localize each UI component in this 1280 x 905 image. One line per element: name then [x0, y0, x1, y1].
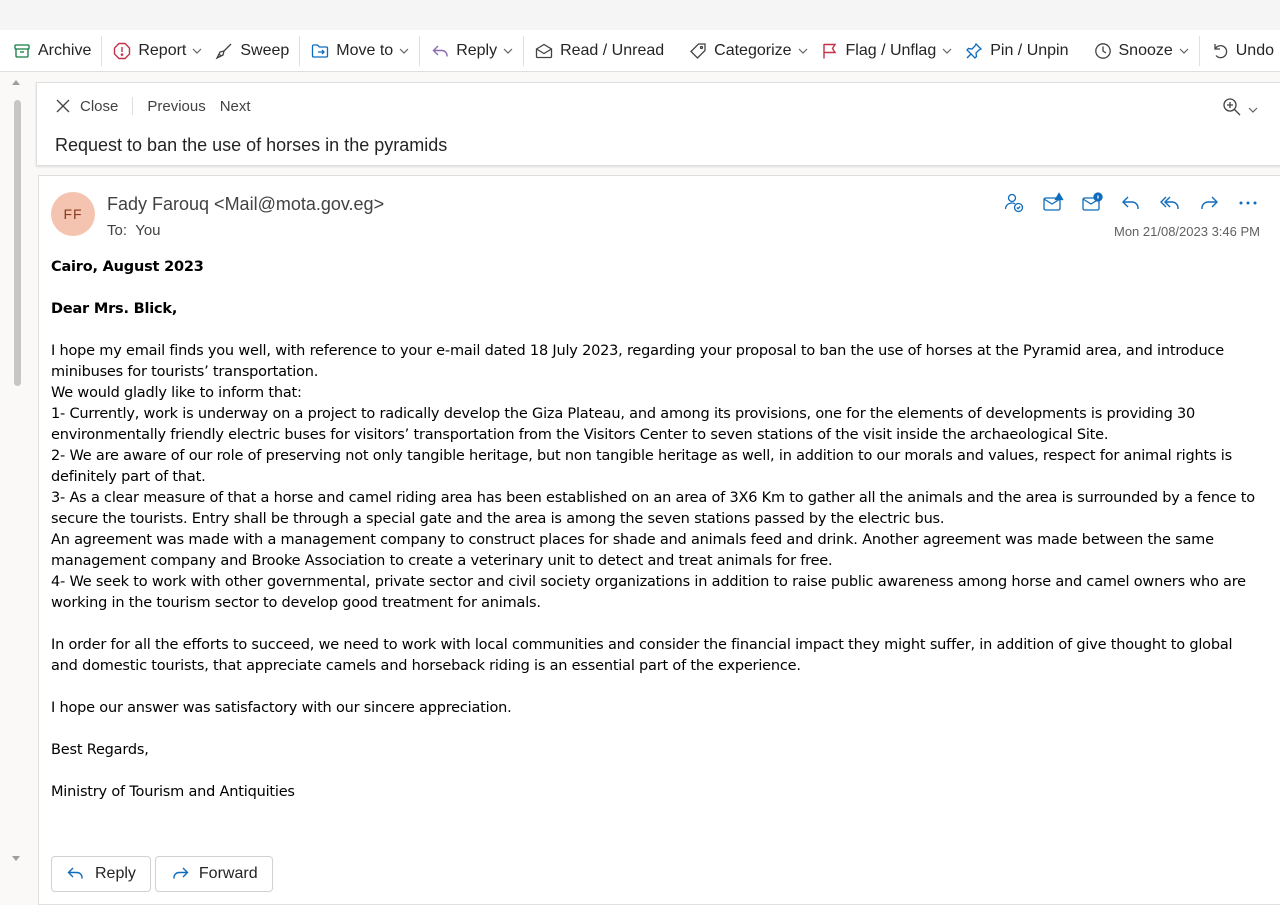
archive-icon	[12, 41, 32, 61]
categorize-label: Categorize	[714, 41, 792, 59]
body-paragraph: 1- Currently, work is underway on a project to radically develop the Giza Plateau, and among its provisions, one for the elements of developments is providing 30 environmentally friendly electric buses for visitors’ transportation from the Visitors Center to seven stations of the visit inside the archaeological Site.	[51, 406, 1196, 443]
body-paragraph: Cairo, August 2023	[51, 259, 204, 275]
pin-icon	[964, 41, 984, 61]
chevron-down-icon[interactable]	[1179, 46, 1189, 56]
footer-reply-button[interactable]	[51, 856, 151, 892]
reply-icon	[66, 864, 86, 884]
chevron-down-icon[interactable]	[192, 46, 202, 56]
report-label: Report	[138, 41, 187, 59]
snooze-button[interactable]	[1087, 35, 1195, 67]
forward-message-button[interactable]	[1195, 190, 1223, 216]
chevron-down-icon[interactable]	[798, 46, 808, 56]
sender-name[interactable]: Fady Farouq <Mail@mota.gov.eg>	[107, 194, 385, 214]
recipient-line	[107, 222, 161, 239]
message-card	[38, 175, 1280, 905]
reply-message-button[interactable]	[1117, 190, 1145, 216]
read-unread-button[interactable]	[528, 35, 670, 67]
previous-label: Previous	[147, 97, 206, 115]
sweep-label: Sweep	[240, 41, 290, 59]
undo-label: Undo	[1235, 41, 1274, 59]
close-icon	[55, 98, 71, 114]
next-button[interactable]	[220, 98, 251, 115]
next-label: Next	[219, 97, 251, 115]
mail-info-button[interactable]	[1078, 190, 1106, 216]
zoom-in-icon	[1222, 97, 1242, 117]
reading-nav	[55, 97, 265, 115]
move-to-button[interactable]	[304, 35, 415, 67]
flag-icon	[820, 41, 840, 61]
mail-alert-icon	[1042, 192, 1064, 214]
to-label: To:	[107, 222, 128, 239]
zoom-button[interactable]	[1222, 97, 1258, 117]
close-button[interactable]	[55, 98, 118, 115]
mail-info-icon	[1081, 192, 1103, 214]
chevron-down-icon[interactable]	[399, 46, 409, 56]
body-paragraph	[51, 614, 1261, 635]
pin-unpin-label: Pin / Unpin	[990, 41, 1069, 59]
reply-icon	[430, 41, 450, 61]
command-toolbar	[0, 30, 1280, 72]
body-paragraph	[51, 320, 1261, 341]
tag-icon	[688, 41, 708, 61]
broom-icon	[214, 41, 234, 61]
undo-icon	[1210, 41, 1230, 61]
people-check-button[interactable]	[1000, 190, 1028, 216]
toolbar-divider	[1199, 36, 1200, 66]
reading-pane-header	[36, 82, 1280, 166]
scrollbar-thumb[interactable]	[14, 100, 21, 386]
folder-move-icon	[310, 41, 330, 61]
chevron-down-icon	[1248, 107, 1258, 113]
body-paragraph: In order for all the efforts to succeed, we need to work with local communities and consider the financial impact they might suffer, in addition of give thought to global and domestic tourists, that appreciate camels and horseback riding is an essential part of the experience.	[51, 637, 1233, 674]
close-label: Close	[80, 97, 119, 115]
reply-button[interactable]	[424, 35, 519, 67]
archive-label: Archive	[38, 41, 92, 59]
window-top-strip	[0, 0, 1280, 30]
mail-alert-button[interactable]	[1039, 190, 1067, 216]
footer-forward-label: Forward	[198, 865, 258, 882]
reply-icon	[1120, 192, 1142, 214]
undo-button[interactable]	[1204, 35, 1280, 67]
body-paragraph	[51, 677, 1261, 698]
archive-button[interactable]	[6, 35, 97, 67]
body-paragraph: Ministry of Tourism and Antiquities	[51, 784, 295, 800]
people-check-icon	[1003, 192, 1025, 214]
sweep-button[interactable]	[208, 35, 295, 67]
vertical-scrollbar[interactable]	[0, 78, 30, 896]
body-paragraph: 2- We are aware of our role of preserving not only tangible heritage, but non tangible heritage as well, in addition to our morals and values, respect for animal rights is definitely part of that.	[51, 448, 1232, 485]
envelope-open-icon	[534, 41, 554, 61]
report-button[interactable]	[106, 35, 208, 67]
reply-label: Reply	[456, 41, 498, 59]
body-paragraph: 4- We seek to work with other governmental, private sector and civil society organizations in addition to raise public awareness among horse and camel owners who are working in the tourism sector to develop good treatment for animals.	[51, 574, 1246, 611]
toolbar-divider	[299, 36, 300, 66]
to-value[interactable]: You	[135, 222, 161, 239]
message-datetime: Mon 21/08/2023 3:46 PM	[1114, 224, 1260, 239]
body-paragraph: 3- As a clear measure of that a horse and camel riding area has been established on an area of 3X6 Km to gather all the animals and the area is surrounded by a fence to secure the tourists. Entry shall be through a special gate and the area is among the seven stations passed by the electric bus.	[51, 490, 1255, 527]
chevron-down-icon[interactable]	[503, 46, 513, 56]
body-paragraph: I hope our answer was satisfactory with our sincere appreciation.	[51, 700, 512, 716]
chevron-down-icon[interactable]	[942, 46, 952, 56]
read-unread-label: Read / Unread	[560, 41, 665, 59]
scroll-up-arrow-icon[interactable]	[12, 80, 20, 85]
toolbar-divider	[419, 36, 420, 66]
footer-reply-label: Reply	[95, 865, 136, 882]
previous-button[interactable]	[147, 98, 205, 115]
body-paragraph: An agreement was made with a management company to construct places for shade and animals feed and drink. Another agreement was made between the same management company and Brooke Association to create a veterinary unit to detect and treat animals for free.	[51, 532, 1214, 569]
flag-unflag-button[interactable]	[814, 35, 959, 67]
message-body	[51, 257, 1261, 803]
body-paragraph	[51, 278, 1261, 299]
categorize-button[interactable]	[682, 35, 813, 67]
body-paragraph: I hope my email finds you well, with reference to your e-mail dated 18 July 2023, regarding your proposal to ban the use of horses at the Pyramid area, and introduce minibuses for tourists’ transportation.	[51, 343, 1224, 380]
reply-all-button[interactable]	[1156, 190, 1184, 216]
reply-all-icon	[1159, 192, 1181, 214]
body-paragraph	[51, 719, 1261, 740]
move-to-label: Move to	[336, 41, 394, 59]
body-paragraph	[51, 761, 1261, 782]
flag-unflag-label: Flag / Unflag	[845, 41, 937, 59]
toolbar-divider	[523, 36, 524, 66]
body-paragraph: We would gladly like to inform that:	[51, 385, 302, 401]
snooze-label: Snooze	[1118, 41, 1173, 59]
footer-actions	[51, 856, 277, 892]
clock-icon	[1093, 41, 1113, 61]
toolbar-divider	[101, 36, 102, 66]
forward-icon	[170, 864, 190, 884]
scroll-down-arrow-icon[interactable]	[12, 856, 20, 861]
body-paragraph: Best Regards,	[51, 742, 149, 758]
more-actions-button[interactable]	[1234, 190, 1262, 216]
pin-unpin-button[interactable]	[958, 35, 1074, 67]
body-paragraph: Dear Mrs. Blick,	[51, 301, 178, 317]
message-actions	[989, 190, 1262, 216]
footer-forward-button[interactable]	[155, 856, 273, 892]
forward-icon	[1198, 192, 1220, 214]
report-icon	[112, 41, 132, 61]
nav-divider	[132, 97, 133, 115]
more-icon	[1237, 192, 1259, 214]
message-subject: Request to ban the use of horses in the pyramids	[55, 135, 448, 155]
avatar[interactable]: FF	[51, 192, 95, 236]
